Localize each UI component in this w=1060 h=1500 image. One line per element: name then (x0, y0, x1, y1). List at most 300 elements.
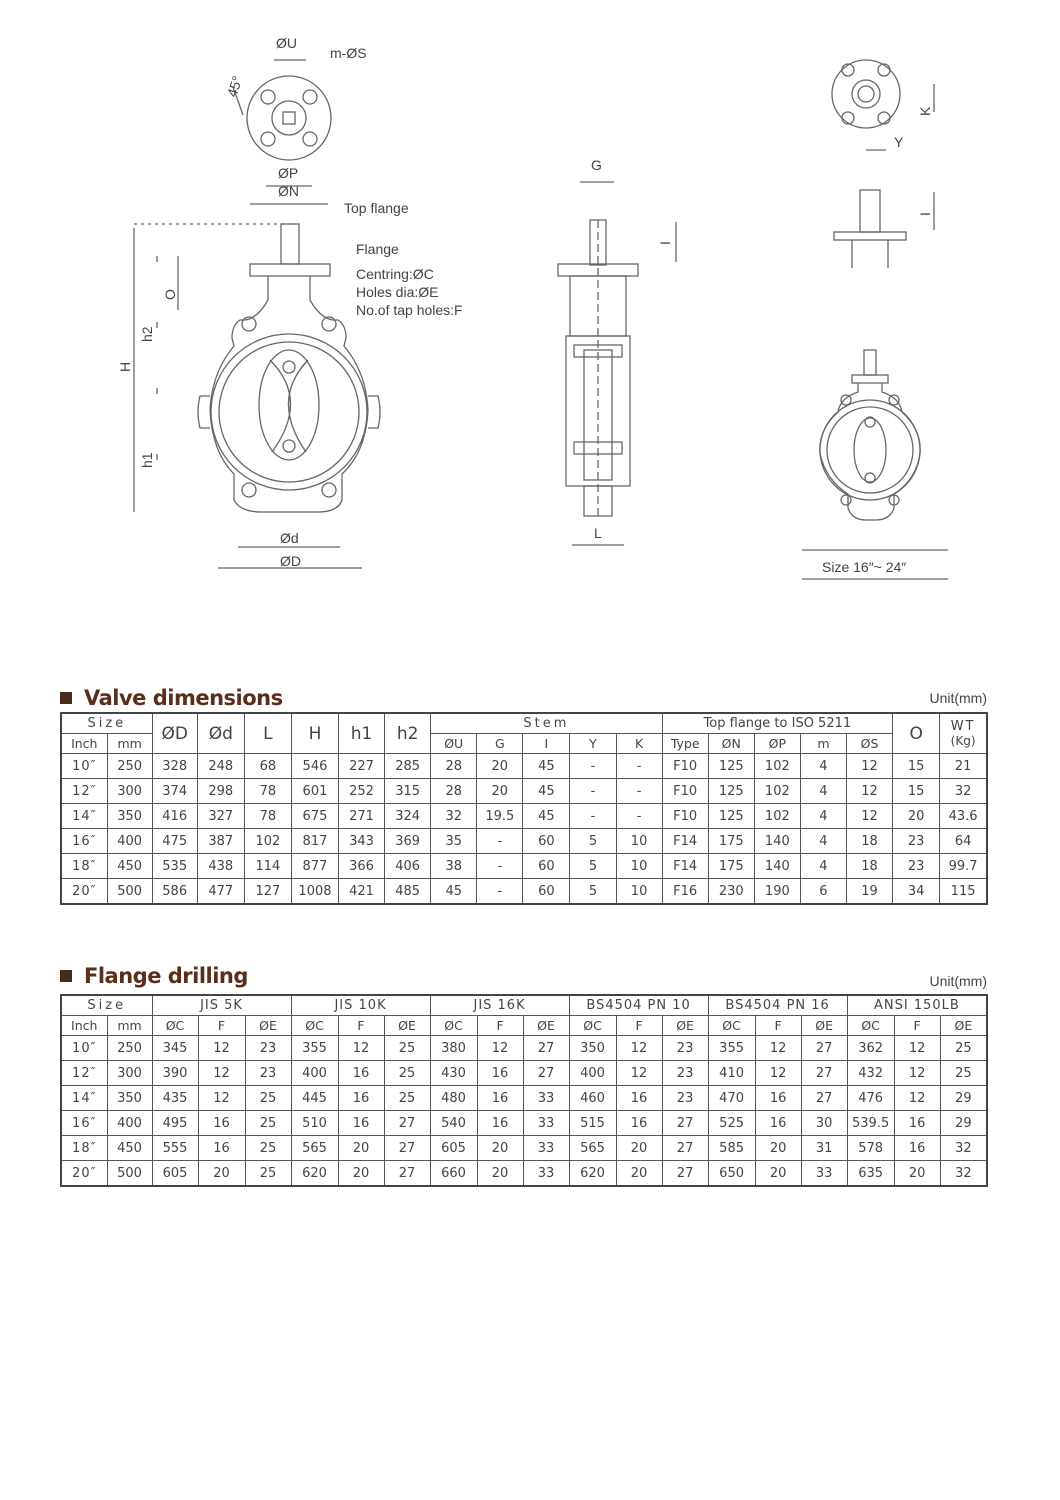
header-m: m (800, 734, 846, 754)
table-cell: 387 (197, 829, 244, 854)
label-m-s: m-ØS (330, 45, 367, 61)
table-cell: 20″ (61, 1161, 107, 1187)
table-cell: 438 (197, 854, 244, 879)
table-cell: 324 (385, 804, 431, 829)
table-cell: 43.6 (940, 804, 987, 829)
table-cell: 343 (339, 829, 385, 854)
flange-drilling-heading (60, 964, 248, 988)
table-cell: 5 (570, 854, 616, 879)
table-cell: 20 (616, 1161, 662, 1187)
table-cell: 586 (152, 879, 197, 905)
table-cell: 271 (339, 804, 385, 829)
table-cell: 16 (198, 1136, 245, 1161)
table-cell: 102 (244, 829, 291, 854)
table-cell: 328 (152, 754, 197, 779)
table-cell: 12 (616, 1061, 662, 1086)
table-cell: - (477, 829, 523, 854)
table-cell: 650 (708, 1161, 755, 1187)
table-cell: 578 (847, 1136, 894, 1161)
table-cell: 60 (523, 829, 570, 854)
header-l: L (244, 713, 291, 754)
table-cell: 16″ (61, 1111, 107, 1136)
label-o: O (162, 289, 178, 300)
header-sub: ØE (662, 1016, 708, 1036)
table-cell: - (570, 779, 616, 804)
table-cell: 250 (107, 754, 152, 779)
table-cell: 406 (385, 854, 431, 879)
header-group: ANSI 150LB (847, 995, 987, 1016)
table-row (61, 1111, 987, 1136)
table-cell: F14 (662, 854, 708, 879)
table-cell: 539.5 (847, 1111, 894, 1136)
top-flange-plan-view-large (832, 60, 934, 150)
table-cell: 23 (245, 1061, 291, 1086)
table-cell: 16 (338, 1061, 384, 1086)
table-cell: 102 (754, 754, 800, 779)
header-k: K (616, 734, 662, 754)
table-cell: 525 (708, 1111, 755, 1136)
table-cell: 23 (662, 1086, 708, 1111)
header-sub: F (894, 1016, 940, 1036)
table-cell: 27 (523, 1061, 569, 1086)
table-cell: 23 (662, 1061, 708, 1086)
table-cell: 27 (801, 1061, 847, 1086)
table-cell: 430 (430, 1061, 477, 1086)
header-n: ØN (708, 734, 754, 754)
table-cell: 877 (291, 854, 338, 879)
table-cell: 99.7 (940, 854, 987, 879)
label-n: ØN (278, 183, 299, 199)
table-cell: 33 (523, 1086, 569, 1111)
header-sub: ØE (245, 1016, 291, 1036)
table-cell: F16 (662, 879, 708, 905)
header-inch: Inch (61, 734, 107, 754)
table-cell: 535 (152, 854, 197, 879)
header-top-flange: Top flange to ISO 5211 (662, 713, 892, 734)
table-cell: 19 (846, 879, 892, 905)
header-inch: Inch (61, 1016, 107, 1036)
table-cell: 12 (616, 1036, 662, 1061)
header-sub: ØC (430, 1016, 477, 1036)
table-cell: 285 (385, 754, 431, 779)
table-cell: 25 (940, 1036, 987, 1061)
table-cell: 475 (152, 829, 197, 854)
table-cell: 25 (384, 1036, 430, 1061)
label-size-note: Size 16″~ 24″ (822, 559, 907, 575)
table-cell: 4 (800, 829, 846, 854)
table-cell: 660 (430, 1161, 477, 1187)
table-cell: 27 (384, 1161, 430, 1187)
table-cell: 460 (569, 1086, 616, 1111)
table-cell: 248 (197, 754, 244, 779)
table-cell: 10 (616, 879, 662, 905)
table-row (61, 1161, 987, 1187)
label-p: ØP (278, 165, 299, 181)
table-cell: 345 (152, 1036, 198, 1061)
table-cell: 410 (708, 1061, 755, 1086)
header-group: JIS 5K (152, 995, 291, 1016)
table-cell: - (477, 879, 523, 905)
header-sub: ØC (152, 1016, 198, 1036)
table-cell: 12″ (61, 779, 107, 804)
table-cell: 33 (523, 1136, 569, 1161)
label-i: I (657, 241, 673, 245)
table-cell: 16 (755, 1086, 801, 1111)
table-cell: 16″ (61, 829, 107, 854)
header-sub: F (338, 1016, 384, 1036)
table-cell: 605 (430, 1136, 477, 1161)
table-cell: 355 (708, 1036, 755, 1061)
table-cell: 23 (245, 1036, 291, 1061)
header-y: Y (570, 734, 616, 754)
table-cell: 565 (291, 1136, 338, 1161)
table-cell: 25 (940, 1061, 987, 1086)
header-i: I (523, 734, 570, 754)
label-u: ØU (276, 35, 297, 51)
table-cell: 31 (801, 1136, 847, 1161)
table-cell: 432 (847, 1061, 894, 1086)
table-cell: - (616, 779, 662, 804)
label-h: H (117, 361, 133, 372)
table-cell: 20 (338, 1161, 384, 1187)
table-cell: 29 (940, 1111, 987, 1136)
table-cell: 4 (800, 754, 846, 779)
header-sub: ØE (801, 1016, 847, 1036)
table-cell: 78 (244, 804, 291, 829)
table-cell: 380 (430, 1036, 477, 1061)
table-cell: - (616, 804, 662, 829)
table-cell: 25 (245, 1161, 291, 1187)
table-cell: 27 (523, 1036, 569, 1061)
table-cell: 327 (197, 804, 244, 829)
table-cell: 435 (152, 1086, 198, 1111)
table-cell: 16 (477, 1061, 523, 1086)
table-cell: 30 (801, 1111, 847, 1136)
valve-dimensions-table (60, 712, 988, 905)
table-cell: 374 (152, 779, 197, 804)
label-y: Y (894, 134, 904, 150)
valve-dimensions-body (61, 754, 987, 905)
header-group: JIS 16K (430, 995, 569, 1016)
table-cell: 12 (846, 754, 892, 779)
table-row (61, 879, 987, 905)
header-size: Size (61, 713, 152, 734)
table-cell: 27 (801, 1086, 847, 1111)
table-cell: F10 (662, 754, 708, 779)
header-weight (940, 713, 987, 754)
table-cell: 45 (523, 754, 570, 779)
table-cell: 102 (754, 779, 800, 804)
table-cell: 355 (291, 1036, 338, 1061)
label-d-big: ØD (280, 553, 301, 569)
table-cell: 12″ (61, 1061, 107, 1086)
table-cell: 10″ (61, 754, 107, 779)
header-s: ØS (846, 734, 892, 754)
table-cell: 5 (570, 879, 616, 905)
table-cell: 480 (430, 1086, 477, 1111)
table-cell: 477 (197, 879, 244, 905)
header-sub: ØE (384, 1016, 430, 1036)
table-cell: 32 (940, 1161, 987, 1187)
header-d-outer: ØD (152, 713, 197, 754)
label-g: G (591, 157, 602, 173)
table-cell: 20 (755, 1136, 801, 1161)
header-stem: Stem (431, 713, 662, 734)
table-cell: 445 (291, 1086, 338, 1111)
header-sub: F (616, 1016, 662, 1036)
label-i-stem: I (917, 212, 933, 216)
table-cell: 20 (338, 1136, 384, 1161)
header-weight-label: WT (950, 718, 976, 734)
label-tap-holes: No.of tap holes:F (356, 302, 463, 318)
label-h2: h2 (139, 326, 155, 342)
table-cell: 25 (384, 1086, 430, 1111)
header-group: BS4504 PN 16 (708, 995, 847, 1016)
header-h: H (291, 713, 338, 754)
header-sub: ØE (523, 1016, 569, 1036)
table-cell: 29 (940, 1086, 987, 1111)
table-cell: 298 (197, 779, 244, 804)
table-cell: 16 (477, 1111, 523, 1136)
table-cell: 15 (893, 754, 940, 779)
table-cell: 45 (523, 804, 570, 829)
header-weight-unit: (Kg) (950, 733, 976, 748)
table-cell: 27 (662, 1136, 708, 1161)
table-cell: 78 (244, 779, 291, 804)
table-row (61, 829, 987, 854)
table-cell: 555 (152, 1136, 198, 1161)
label-flange: Flange (356, 241, 399, 257)
header-h2: h2 (385, 713, 431, 754)
label-k: K (917, 106, 933, 116)
table-cell: 33 (523, 1161, 569, 1187)
table-cell: 18″ (61, 1136, 107, 1161)
table-cell: 18″ (61, 854, 107, 879)
header-sub: ØC (847, 1016, 894, 1036)
table-cell: 10″ (61, 1036, 107, 1061)
table-cell: 20 (755, 1161, 801, 1187)
table-cell: 10 (616, 854, 662, 879)
table-cell: 12 (894, 1036, 940, 1061)
label-l: L (594, 525, 602, 541)
table-cell: 28 (431, 779, 477, 804)
table-cell: 18 (846, 854, 892, 879)
table-cell: 64 (940, 829, 987, 854)
table-cell: 25 (245, 1086, 291, 1111)
table-cell: 33 (523, 1111, 569, 1136)
table-cell: 20 (894, 1161, 940, 1187)
table-cell: 4 (800, 804, 846, 829)
table-cell: 10 (616, 829, 662, 854)
flange-drilling-body (61, 1036, 987, 1187)
header-type: Type (662, 734, 708, 754)
table-cell: 500 (107, 879, 152, 905)
table-cell: 25 (245, 1136, 291, 1161)
table-cell: 27 (662, 1161, 708, 1187)
table-cell: 230 (708, 879, 754, 905)
table-cell: 400 (569, 1061, 616, 1086)
valve-dimensions-heading (60, 686, 283, 710)
table-row (61, 779, 987, 804)
table-cell: 16 (338, 1111, 384, 1136)
table-cell: 6 (800, 879, 846, 905)
table-cell: 416 (152, 804, 197, 829)
table-cell: 500 (107, 1161, 152, 1187)
table-cell: 60 (523, 879, 570, 905)
table-cell: 620 (569, 1161, 616, 1187)
table-cell: 19.5 (477, 804, 523, 829)
table-cell: 470 (708, 1086, 755, 1111)
table-cell: 25 (384, 1061, 430, 1086)
label-holes: Holes dia:ØE (356, 284, 439, 300)
table-cell: 125 (708, 754, 754, 779)
table-cell: 20 (477, 1161, 523, 1187)
table-cell: F10 (662, 804, 708, 829)
table-cell: 300 (107, 1061, 152, 1086)
table-cell: 32 (431, 804, 477, 829)
table-cell: 250 (107, 1036, 152, 1061)
table-cell: 5 (570, 829, 616, 854)
flange-drilling-table (60, 994, 988, 1187)
table-cell: 27 (384, 1111, 430, 1136)
table-cell: 4 (800, 779, 846, 804)
table-cell: 817 (291, 829, 338, 854)
table-cell: 12 (755, 1061, 801, 1086)
table-cell: - (477, 854, 523, 879)
table-cell: 34 (893, 879, 940, 905)
table-cell: 16 (198, 1111, 245, 1136)
table-cell: 350 (107, 804, 152, 829)
table-cell: 540 (430, 1111, 477, 1136)
table-cell: 16 (477, 1086, 523, 1111)
table-cell: 515 (569, 1111, 616, 1136)
table-cell: 12 (198, 1036, 245, 1061)
flange-drilling-title: Flange drilling (84, 964, 248, 988)
table-cell: 115 (940, 879, 987, 905)
label-h1: h1 (139, 452, 155, 468)
table-cell: 20 (616, 1136, 662, 1161)
table-cell: 12 (894, 1061, 940, 1086)
valve-large-size-view (802, 350, 948, 579)
table-cell: - (570, 754, 616, 779)
table-cell: 15 (893, 779, 940, 804)
valve-technical-drawing (0, 0, 1060, 620)
valve-unit: Unit(mm) (929, 690, 987, 706)
header-mm: mm (107, 1016, 152, 1036)
table-cell: 125 (708, 804, 754, 829)
table-cell: 190 (754, 879, 800, 905)
table-cell: 14″ (61, 804, 107, 829)
header-h1: h1 (339, 713, 385, 754)
table-cell: 421 (339, 879, 385, 905)
table-cell: 16 (894, 1136, 940, 1161)
heading-bullet (60, 692, 72, 704)
table-cell: 68 (244, 754, 291, 779)
table-cell: 450 (107, 854, 152, 879)
table-cell: 362 (847, 1036, 894, 1061)
table-row (61, 1086, 987, 1111)
valve-side-view (558, 182, 676, 545)
table-cell: 601 (291, 779, 338, 804)
table-cell: 32 (940, 1136, 987, 1161)
table-cell: 114 (244, 854, 291, 879)
table-cell: 25 (245, 1111, 291, 1136)
table-cell: 675 (291, 804, 338, 829)
table-cell: 125 (708, 779, 754, 804)
table-cell: 35 (431, 829, 477, 854)
table-cell: 546 (291, 754, 338, 779)
table-cell: 20 (477, 754, 523, 779)
table-cell: 400 (107, 829, 152, 854)
table-row (61, 854, 987, 879)
table-cell: 16 (338, 1086, 384, 1111)
header-sub: ØC (291, 1016, 338, 1036)
table-cell: F10 (662, 779, 708, 804)
table-cell: 175 (708, 854, 754, 879)
table-cell: 45 (523, 779, 570, 804)
table-cell: 12 (477, 1036, 523, 1061)
table-cell: 14″ (61, 1086, 107, 1111)
table-cell: 300 (107, 779, 152, 804)
table-cell: 605 (152, 1161, 198, 1187)
table-cell: 450 (107, 1136, 152, 1161)
header-sub: F (198, 1016, 245, 1036)
label-centring: Centring:ØC (356, 266, 434, 282)
table-cell: 620 (291, 1161, 338, 1187)
table-cell: 27 (662, 1111, 708, 1136)
table-row (61, 1036, 987, 1061)
table-cell: 366 (339, 854, 385, 879)
table-cell: 20 (477, 779, 523, 804)
table-cell: 565 (569, 1136, 616, 1161)
table-cell: F14 (662, 829, 708, 854)
valve-front-view (134, 224, 380, 568)
table-cell: 23 (893, 854, 940, 879)
table-cell: 38 (431, 854, 477, 879)
table-cell: 485 (385, 879, 431, 905)
table-cell: 20 (893, 804, 940, 829)
table-cell: 227 (339, 754, 385, 779)
table-cell: 102 (754, 804, 800, 829)
table-cell: 127 (244, 879, 291, 905)
table-cell: 20″ (61, 879, 107, 905)
table-cell: 23 (662, 1036, 708, 1061)
label-45deg: 45° (223, 73, 246, 99)
table-cell: 315 (385, 779, 431, 804)
table-cell: 140 (754, 854, 800, 879)
table-cell: 28 (431, 754, 477, 779)
header-mm: mm (107, 734, 152, 754)
header-g: G (477, 734, 523, 754)
table-cell: 23 (893, 829, 940, 854)
table-cell: 369 (385, 829, 431, 854)
header-d-inner: Ød (197, 713, 244, 754)
table-cell: 350 (107, 1086, 152, 1111)
table-cell: - (570, 804, 616, 829)
table-row (61, 804, 987, 829)
table-cell: 495 (152, 1111, 198, 1136)
table-cell: 16 (616, 1111, 662, 1136)
header-sub: ØC (708, 1016, 755, 1036)
table-cell: 32 (940, 779, 987, 804)
table-cell: 252 (339, 779, 385, 804)
label-top-flange: Top flange (344, 200, 409, 216)
table-cell: 21 (940, 754, 987, 779)
table-cell: 27 (801, 1036, 847, 1061)
table-row (61, 1061, 987, 1086)
header-sub: F (477, 1016, 523, 1036)
table-cell: 12 (755, 1036, 801, 1061)
